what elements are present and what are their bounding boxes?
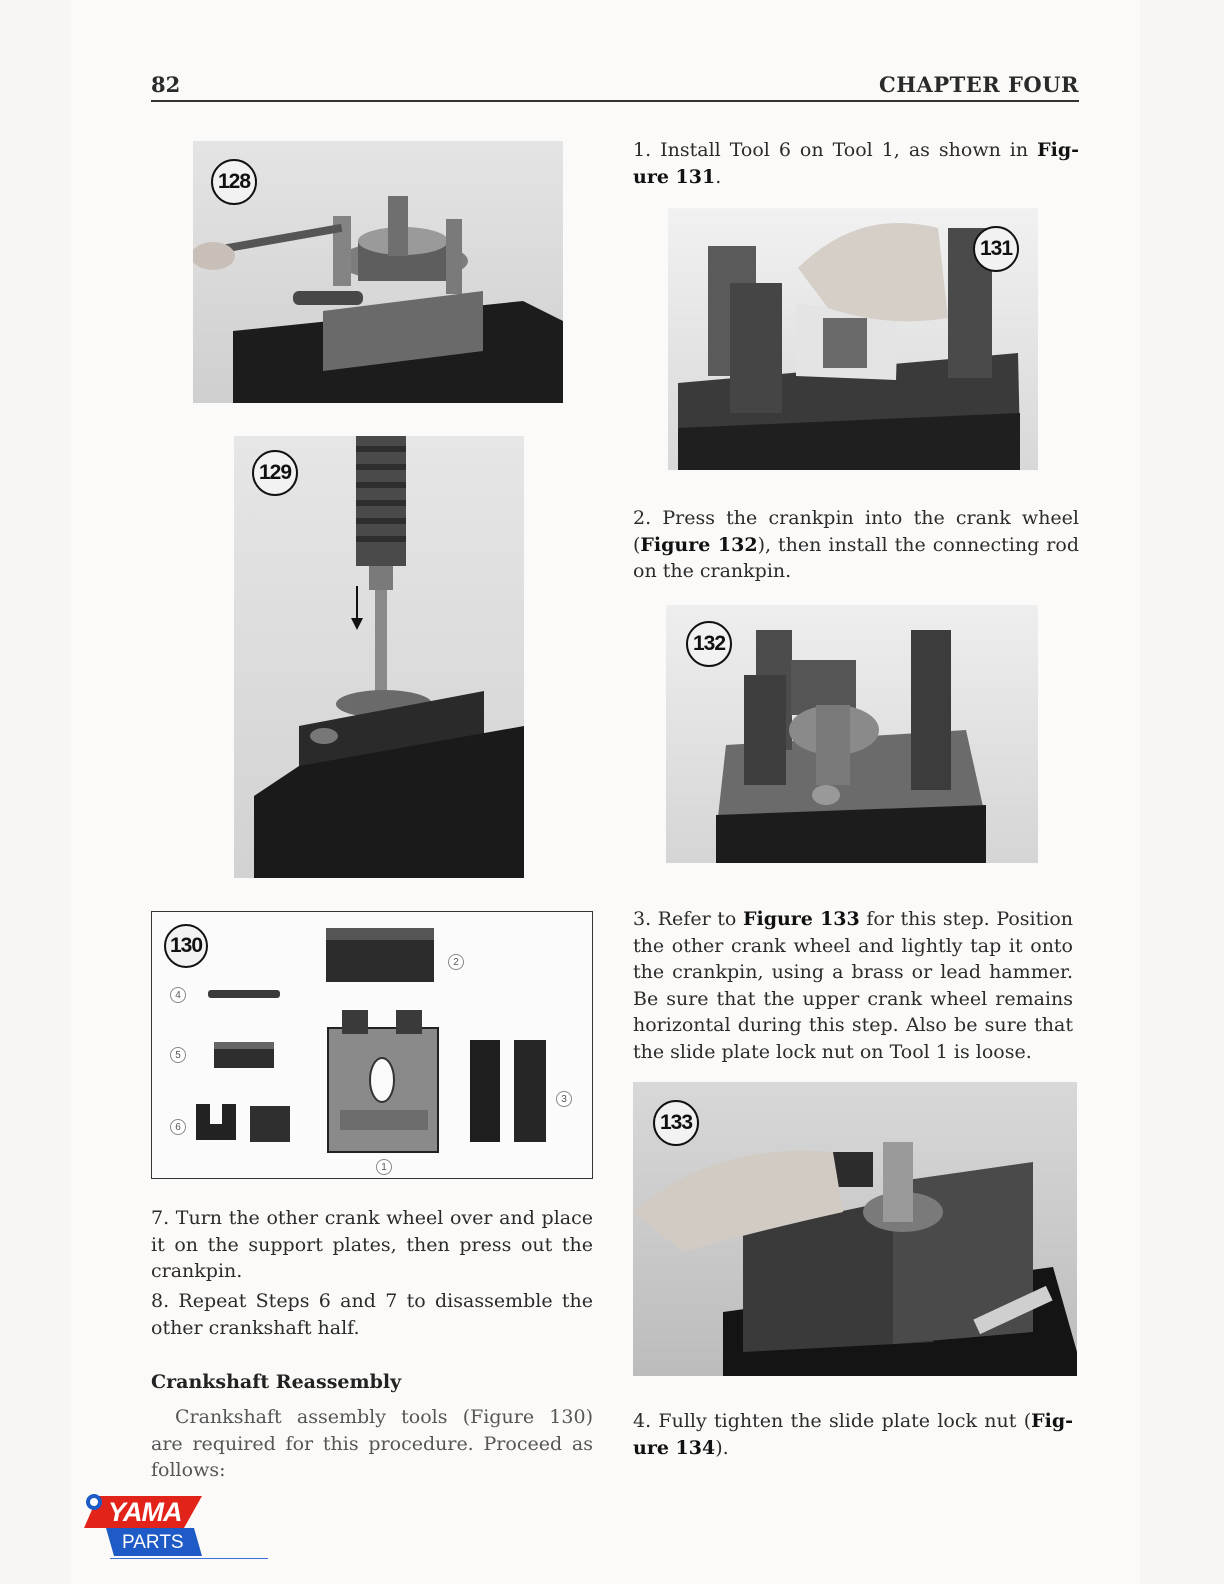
figure-131-label: 131 (973, 226, 1019, 272)
step-1-text: 1. Install Tool 6 on Tool 1, as shown in (633, 139, 1038, 161)
tool-callout-6: 6 (170, 1119, 186, 1135)
tool-callout-2: 2 (448, 954, 464, 970)
step-2-text: 2. Press the crankpin into the crank wheel ( (633, 507, 1079, 556)
figure-129-label: 129 (252, 450, 298, 496)
step-2-figure-ref: Figure 132 (640, 533, 758, 556)
tool-callout-5: 5 (170, 1047, 186, 1063)
step-3-figure-ref: Figure 133 (742, 908, 860, 930)
figure-128-photo (193, 141, 563, 403)
step-4-text: 4. Fully tighten the slide plate lock nut ( (633, 1410, 1032, 1432)
page-number: 82 (151, 72, 181, 97)
figure-132-photo (666, 605, 1038, 863)
section-intro: Crankshaft assembly tools (Figure 130) are required for this procedure. Proceed as follows: (151, 1406, 593, 1481)
step-1-figure-ref: Fig-ure 131 (633, 139, 1079, 188)
step-7: 7. Turn the other crank wheel over and place it on the support plates, then press out the crankpin. (151, 1207, 593, 1282)
tool-callout-3: 3 (556, 1091, 572, 1107)
figure-133-label: 133 (653, 1100, 699, 1146)
figure-132-label: 132 (686, 621, 732, 667)
figure-131-photo (668, 208, 1038, 470)
figure-129-illustration (234, 436, 524, 878)
figure-133-illustration (633, 1082, 1077, 1376)
chapter-title: CHAPTER FOUR (878, 72, 1079, 97)
tool-callout-4: 4 (170, 987, 186, 1003)
figure-130-label: 130 (164, 924, 208, 968)
logo-text-yama: YAMA (108, 1497, 182, 1527)
figure-130-tools-box (151, 911, 593, 1179)
tool-callout-1: 1 (376, 1159, 392, 1175)
figure-130-illustration (152, 912, 592, 1178)
step-2 (633, 505, 1079, 585)
step-1 (633, 137, 1079, 190)
yama-parts-logo (84, 1492, 204, 1558)
step-2-end: ), then install the connecting rod on the crankpin. (633, 533, 1079, 582)
step-8: 8. Repeat Steps 6 and 7 to disassemble the other crankshaft half. (151, 1290, 593, 1339)
step-3-text-b: for this step. Position the other crank wheel and lightly tap it onto the crankpin, using a brass or lead hammer. Be sure that the upper crank wheel remains horizontal during this step. Also be sure that the slide plate lock nut on Tool 1 is loose. (633, 908, 1073, 1063)
step-4 (633, 1408, 1073, 1461)
figure-128-label: 128 (211, 159, 257, 205)
step-1-end: . (715, 165, 722, 188)
section-heading: Crankshaft Reassembly (151, 1371, 402, 1393)
step-3-text-a: 3. Refer to (633, 908, 743, 930)
logo-underline (110, 1558, 268, 1559)
figure-133-photo (633, 1082, 1077, 1376)
step-4-end: ). (715, 1436, 729, 1459)
step-4-figure-ref: Fig-ure 134 (633, 1410, 1073, 1459)
figure-129-photo (234, 436, 524, 878)
logo-text-parts: PARTS (122, 1532, 184, 1553)
header-rule (151, 100, 1079, 102)
step-3 (633, 906, 1073, 1065)
